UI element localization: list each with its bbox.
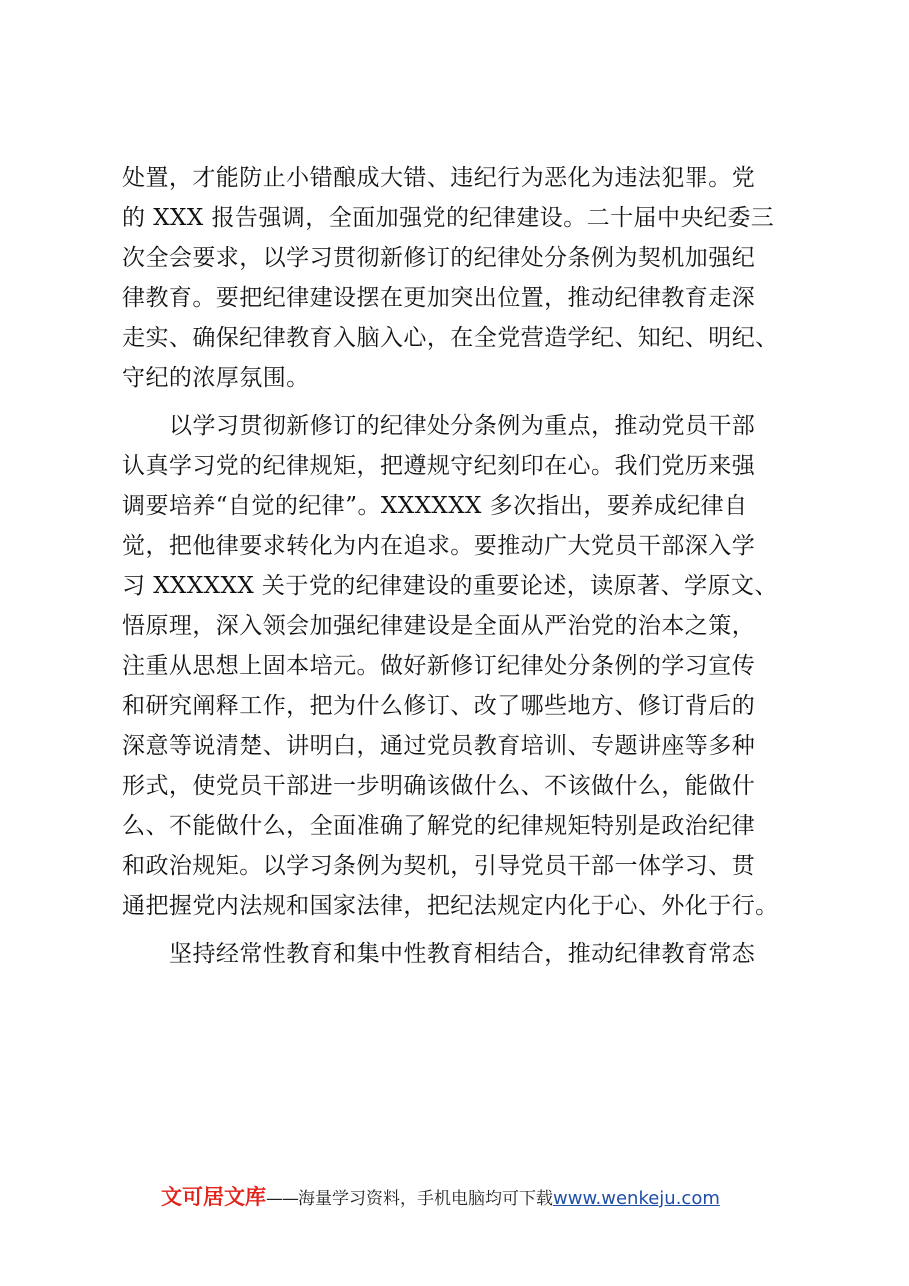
text-line-12: 悟原理，深入领会加强纪律建设是全面从严治党的治本之策， bbox=[122, 613, 756, 639]
footer-dash: —— bbox=[266, 1189, 298, 1209]
text-line-7: 以学习贯彻新修订的纪律处分条例为重点，推动党员干部 bbox=[169, 413, 756, 439]
text-line-19: 通把握党内法规和国家法律，把纪法规定内化于心、外化于行。 bbox=[122, 893, 779, 919]
text-line-5: 走实、确保纪律教育入脑入心，在全党营造学纪、知纪、明纪、 bbox=[122, 325, 779, 351]
text-line-16: 形式，使党员干部进一步明确该做什么、不该做什么，能做什 bbox=[122, 773, 756, 799]
footer-tagline: 海量学习资料，手机电脑均可下载 bbox=[298, 1189, 553, 1209]
text-line-3: 次全会要求，以学习贯彻新修订的纪律处分条例为契机加强纪 bbox=[122, 245, 756, 271]
text-line-18: 和政治规矩。以学习条例为契机，引导党员干部一体学习、贯 bbox=[122, 853, 756, 879]
brand-name: 文可居文库 bbox=[161, 1185, 266, 1209]
text-line-6: 守纪的浓厚氛围。 bbox=[122, 365, 310, 391]
text-line-1: 处置，才能防止小错酿成大错、违纪行为恶化为违法犯罪。党 bbox=[122, 165, 756, 191]
text-line-15: 深意等说清楚、讲明白，通过党员教育培训、专题讲座等多种 bbox=[122, 733, 756, 759]
text-line-14: 和研究阐释工作，把为什么修订、改了哪些地方、修订背后的 bbox=[122, 693, 756, 719]
text-line-11: 习 XXXXXX 关于党的纪律建设的重要论述，读原著、学原文、 bbox=[122, 573, 778, 599]
text-line-10: 觉，把他律要求转化为内在追求。要推动广大党员干部深入学 bbox=[122, 533, 756, 559]
footer-banner bbox=[161, 1182, 720, 1212]
text-line-2: 的 XXX 报告强调，全面加强党的纪律建设。二十届中央纪委三 bbox=[122, 205, 775, 231]
website-link[interactable]: www.wenkeju.com bbox=[553, 1188, 720, 1209]
text-line-8: 认真学习党的纪律规矩，把遵规守纪刻印在心。我们党历来强 bbox=[122, 453, 756, 479]
text-line-20: 坚持经常性教育和集中性教育相结合，推动纪律教育常态 bbox=[169, 941, 756, 967]
text-line-13: 注重从思想上固本培元。做好新修订纪律处分条例的学习宣传 bbox=[122, 653, 756, 679]
text-line-9: 调要培养“自觉的纪律”。XXXXXX 多次指出，要养成纪律自 bbox=[122, 493, 748, 519]
text-line-17: 么、不能做什么，全面准确了解党的纪律规矩特别是政治纪律 bbox=[122, 813, 756, 839]
text-line-4: 律教育。要把纪律建设摆在更加突出位置，推动纪律教育走深 bbox=[122, 285, 756, 311]
